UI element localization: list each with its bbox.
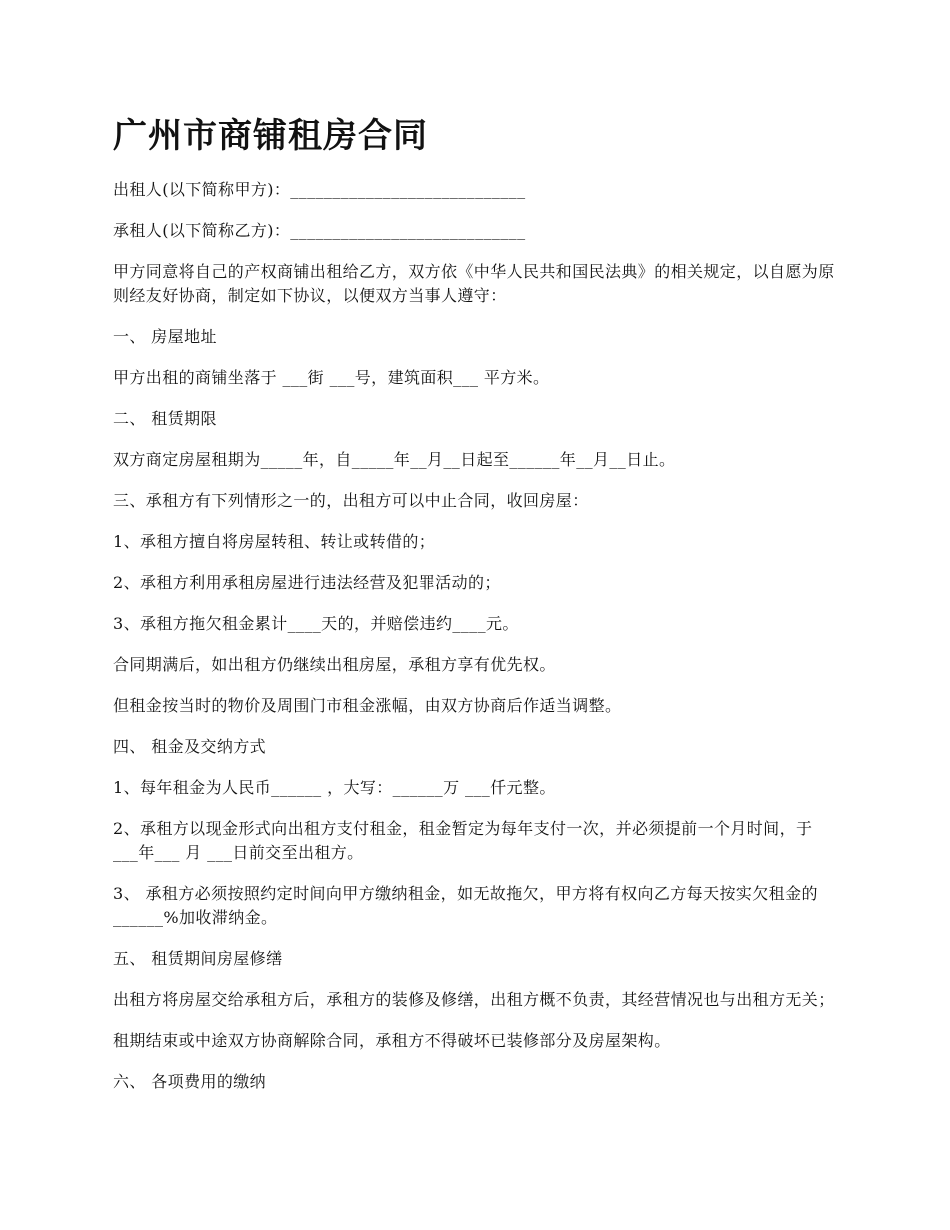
preamble-paragraph: 甲方同意将自己的产权商铺出租给乙方，双方依《中华人民共和国民法典》的相关规定，以自愿为原则经友好协商，制定如下协议，以便双方当事人遵守： <box>113 262 835 305</box>
document-body <box>113 110 843 1111</box>
rent-item-2: 2、承租方以现金形式向出租方支付租金，租金暂定为每年支付一次，并必须提前一个月时间，于 ___年___ 月 ___日前交至出租方。 <box>113 819 813 862</box>
termination-item-3: 3、承租方拖欠租金累计____天的，并赔偿违约____元。 <box>113 614 519 633</box>
rent-item-3: 3、 承租方必须按照约定时间向甲方缴纳租金，如无故拖欠，甲方将有权向乙方每天按实欠租金的______%加收滞纳金。 <box>113 884 818 927</box>
lessee-line: 承租人(以下简称乙方)：____________________________ <box>113 221 526 240</box>
termination-item-2: 2、承租方利用承租房屋进行违法经营及犯罪活动的； <box>113 573 501 592</box>
repairs-clause-2: 租期结束或中途双方协商解除合同，承租方不得破坏已装修部分及房屋架构。 <box>113 1031 671 1050</box>
address-clause: 甲方出租的商铺坐落于 ___街 ___号，建筑面积___ 平方米。 <box>113 368 550 387</box>
lessor-line: 出租人(以下简称甲方)：____________________________ <box>113 180 526 199</box>
repairs-clause-1: 出租方将房屋交给承租方后，承租方的装修及修缮，出租方概不负责，其经营情况也与出租方无关； <box>113 990 835 1009</box>
section-heading-rent: 四、 租金及交纳方式 <box>113 737 267 756</box>
term-clause: 双方商定房屋租期为_____年，自_____年__月__日起至______年__月__日止。 <box>113 450 676 469</box>
section-heading-address: 一、 房屋地址 <box>113 327 217 346</box>
termination-item-1: 1、承租方擅自将房屋转租、转让或转借的； <box>113 532 436 551</box>
section-heading-term: 二、 租赁期限 <box>113 409 217 428</box>
section-heading-fees: 六、 各项费用的缴纳 <box>113 1072 267 1091</box>
document-title: 广州市商铺租房合同 <box>113 116 428 156</box>
rent-item-1: 1、每年租金为人民币______ ，大写：______万 ___仟元整。 <box>113 778 556 797</box>
section-heading-repairs: 五、 租赁期间房屋修缮 <box>113 949 283 968</box>
rent-adjustment-clause: 但租金按当时的物价及周围门市租金涨幅，由双方协商后作适当调整。 <box>113 696 622 715</box>
renewal-priority-clause: 合同期满后，如出租方仍继续出租房屋，承租方享有优先权。 <box>113 655 556 674</box>
section-heading-termination: 三、承租方有下列情形之一的，出租方可以中止合同，收回房屋： <box>113 491 589 510</box>
